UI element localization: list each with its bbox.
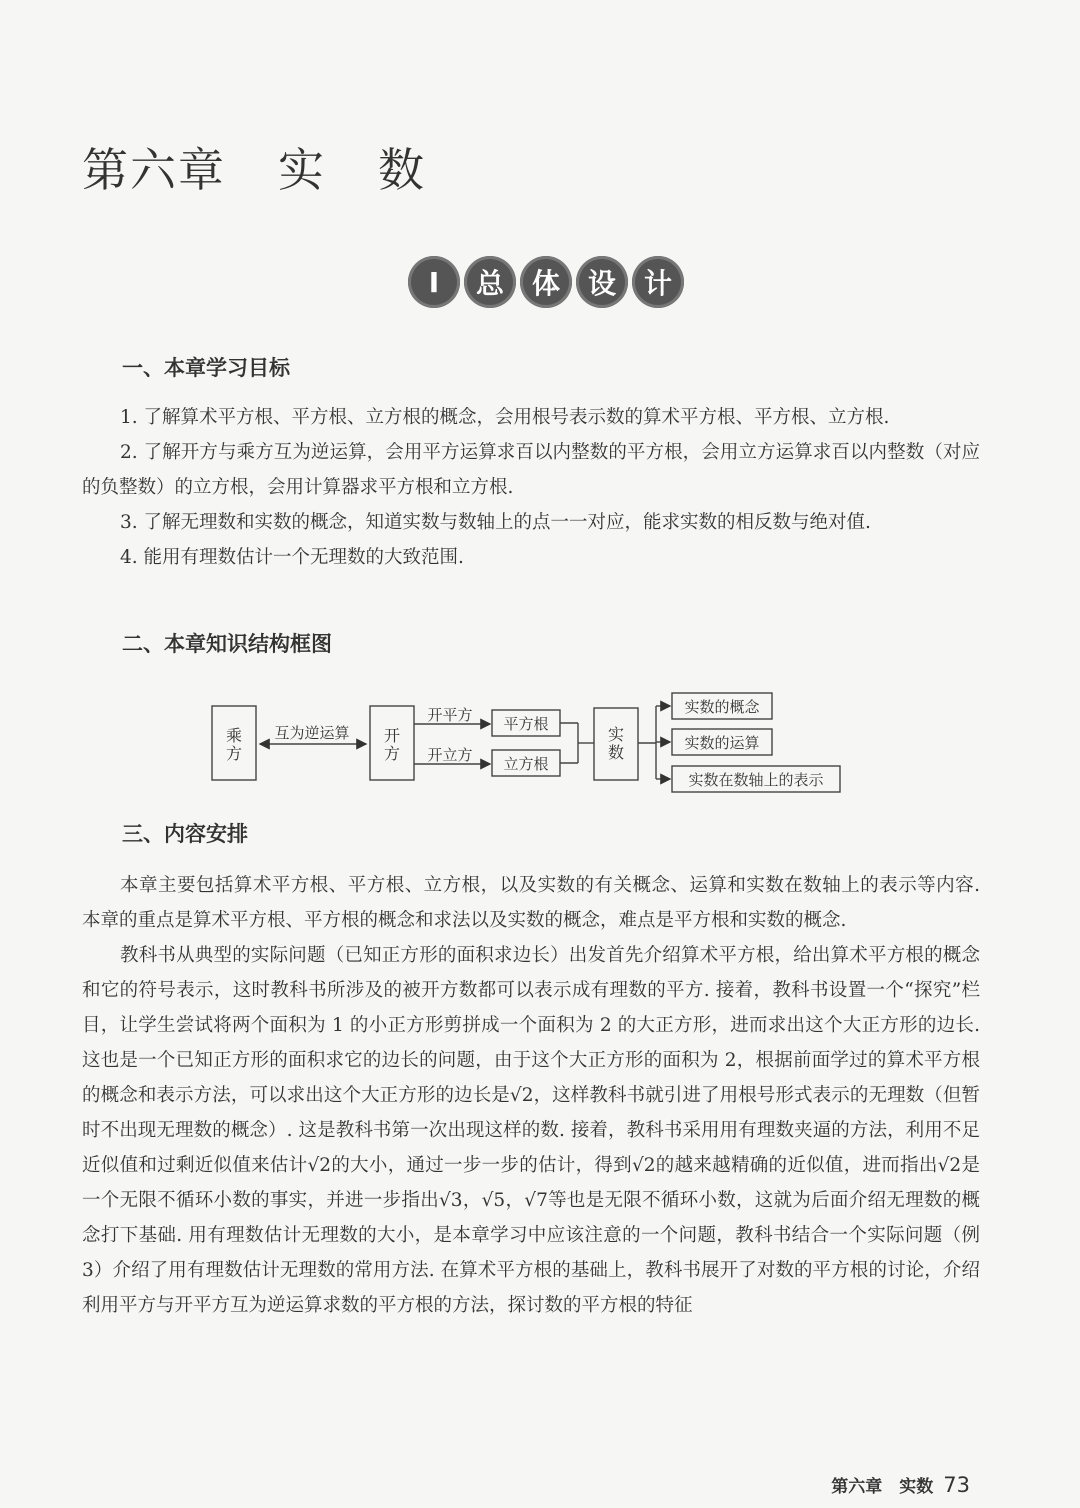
banner-badge: Ⅰ	[408, 256, 460, 308]
label-power-2: 方	[225, 744, 243, 763]
goal-item: 4. 能用有理数估计一个无理数的大致范围.	[120, 547, 464, 568]
label-cbrt: 立方根	[503, 755, 549, 773]
banner-badge: 体	[520, 256, 572, 308]
section-heading-structure: 二、本章知识结构框图	[122, 632, 332, 656]
section-banner	[408, 256, 684, 308]
section-heading-goals: 一、本章学习目标	[122, 356, 290, 380]
label-sqrt: 平方根	[503, 715, 549, 733]
section-heading-arrangement: 三、内容安排	[122, 822, 248, 846]
label-numberline: 实数在数轴上的表示	[688, 771, 824, 789]
banner-badge: 设	[576, 256, 628, 308]
paragraph: 本章主要包括算术平方根、平方根、立方根，以及实数的有关概念、运算和实数在数轴上的表示等内容. 本章的重点是算术平方根、平方根的概念和求法以及实数的概念，难点是平方根和实数的概念.	[82, 875, 980, 931]
page-footer	[831, 1472, 970, 1497]
goal-item: 3. 了解无理数和实数的概念，知道实数与数轴上的点一一对应，能求实数的相反数与绝对值.	[120, 512, 871, 533]
paragraph: 教科书从典型的实际问题（已知正方形的面积求边长）出发首先介绍算术平方根，给出算术平方根的概念和它的符号表示，这时教科书所涉及的被开方数都可以表示成有理数的平方. 接着，教科书设置一个“探究”栏目，让学生尝试将两个面积为 1 的小正方形剪拼成一个面积为 2 的大正方形，进而求出这个大正方形的边长. 这也是一个已知正方形的面积求它的边长的问题，由于这个大正方形的面积为 2，根据前面学过的算术平方根的概念和表示方法，可以求出这个大正方形的边长是√2，这样教科书就引进了用根号形式表示的无理数（但暂时不出现无理数的概念）. 这是教科书第一次出现这样的数. 接着，教科书采用用有理数夹逼的方法，利用不足近似值和过剩近似值来估计√2的大小，通过一步一步的估计，得到√2的越来越精确的近似值，进而指出√2是一个无限不循环小数的事实，并进一步指出√3，√5，√7等也是无限不循环小数，这就为后面介绍无理数的概念打下基础. 用有理数估计无理数的大小，是本章学习中应该注意的一个问题，教科书结合一个实际问题（例 3）介绍了用有理数估计无理数的常用方法. 在算术平方根的基础上，教科书展开了对数的平方根的讨论，介绍利用平方与开平方互为逆运算求数的平方根的方法，探讨数的平方根的特征	[82, 945, 980, 1316]
structure-diagram	[200, 684, 860, 804]
goal-item: 2. 了解开方与乘方互为逆运算，会用平方运算求百以内整数的平方根，会用立方运算求百以内整数（对应的负整数）的立方根，会用计算器求平方根和立方根.	[82, 442, 980, 498]
label-real-1: 实	[607, 725, 625, 744]
chapter-title-char-1: 实	[278, 143, 326, 197]
page-number: 73	[943, 1473, 970, 1497]
chapter-number: 第六章	[82, 143, 226, 197]
label-root-1: 开	[383, 726, 401, 745]
label-root-2: 方	[383, 744, 401, 763]
label-real-2: 数	[607, 743, 625, 762]
arrangement-text	[82, 868, 980, 1323]
footer-chapter: 第六章 实数	[831, 1477, 934, 1497]
goal-item: 1. 了解算术平方根、平方根、立方根的概念，会用根号表示数的算术平方根、平方根、立方根.	[120, 407, 890, 428]
banner-badge: 总	[464, 256, 516, 308]
label-open-square: 开平方	[427, 706, 473, 724]
label-power-1: 乘	[225, 726, 243, 745]
label-operation: 实数的运算	[684, 734, 760, 752]
chapter-title-char-2: 数	[378, 143, 426, 197]
chapter-title	[82, 134, 478, 200]
goals-list	[82, 400, 980, 575]
label-concept: 实数的概念	[684, 698, 760, 716]
label-inverse: 互为逆运算	[274, 724, 350, 742]
banner-badge: 计	[632, 256, 684, 308]
label-open-cube: 开立方	[427, 746, 473, 764]
